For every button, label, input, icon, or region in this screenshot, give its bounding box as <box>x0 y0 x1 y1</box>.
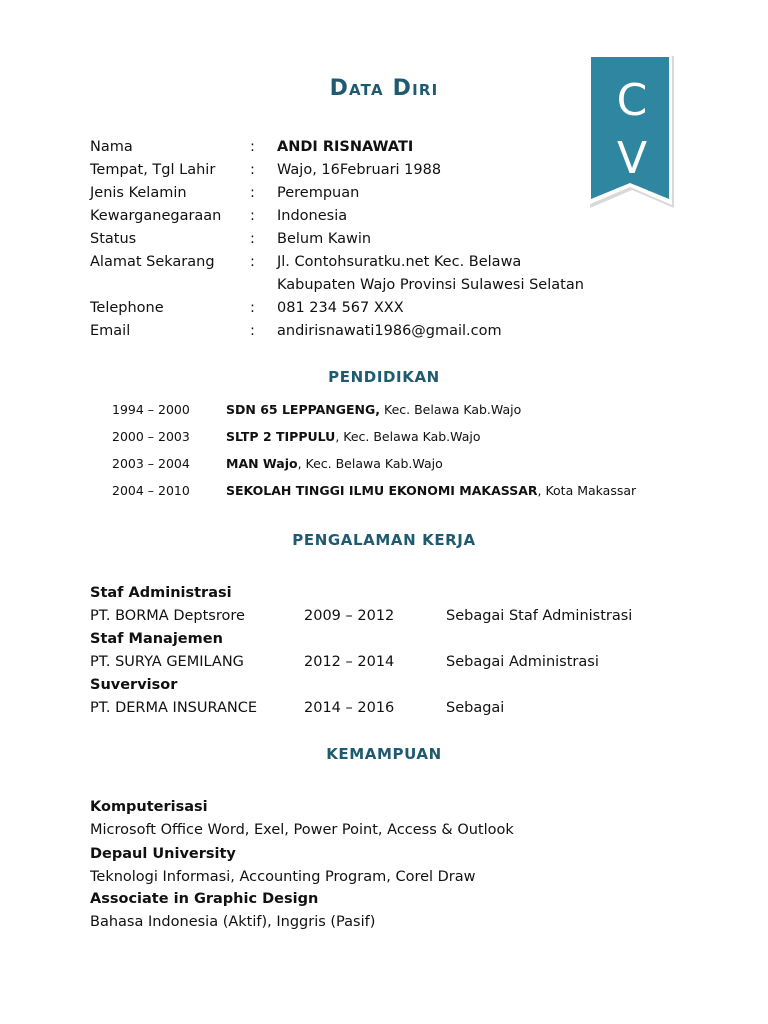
field-label: Telephone <box>90 300 164 316</box>
school-name: SEKOLAH TINGGI ILMU EKONOMI MAKASSAR <box>226 483 538 498</box>
field-separator: : <box>250 162 255 178</box>
field-value: Wajo, 16Februari 1988 <box>277 162 442 178</box>
field-value: Indonesia <box>277 208 348 224</box>
job-years: 2012 – 2014 <box>304 654 395 670</box>
field-value: 081 234 567 XXX <box>277 300 404 316</box>
skills-heading: KEMAMPUAN <box>326 745 442 763</box>
job-role: Sebagai <box>446 700 505 716</box>
job-role: Sebagai Staf Administrasi <box>446 608 633 624</box>
field-separator: : <box>250 323 255 339</box>
skill-title: Komputerisasi <box>90 799 208 815</box>
skill-title: Associate in Graphic Design <box>90 891 319 907</box>
field-value: Perempuan <box>277 185 360 201</box>
education-heading: PENDIDIKAN <box>328 368 440 386</box>
job-years: 2014 – 2016 <box>304 700 395 716</box>
field-separator: : <box>250 231 255 247</box>
field-separator: : <box>250 208 255 224</box>
field-value-continued: Kabupaten Wajo Provinsi Sulawesi Selatan <box>277 277 584 293</box>
education-school-line <box>226 455 443 473</box>
skill-title: Depaul University <box>90 846 236 862</box>
education-school-line <box>226 428 481 446</box>
field-value: ANDI RISNAWATI <box>277 139 414 155</box>
job-years: 2009 – 2012 <box>304 608 395 624</box>
field-label: Email <box>90 323 131 339</box>
education-school-line <box>226 401 521 419</box>
education-years: 1994 – 2000 <box>112 402 190 417</box>
job-position: Staf Administrasi <box>90 585 232 601</box>
field-label: Nama <box>90 139 133 155</box>
job-company: PT. DERMA INSURANCE <box>90 700 258 716</box>
field-label: Alamat Sekarang <box>90 254 215 270</box>
badge-letter-c: C <box>616 75 648 126</box>
education-years: 2000 – 2003 <box>112 429 190 444</box>
job-position: Suvervisor <box>90 677 178 693</box>
field-label: Kewarganegaraan <box>90 208 222 224</box>
cv-ribbon-badge <box>587 53 677 213</box>
field-label: Tempat, Tgl Lahir <box>90 162 216 178</box>
school-name: SDN 65 LEPPANGENG, <box>226 402 381 417</box>
job-company: PT. BORMA Deptsrore <box>90 608 245 624</box>
school-location: , Kec. Belawa Kab.Wajo <box>297 456 443 471</box>
job-company: PT. SURYA GEMILANG <box>90 654 244 670</box>
school-name: MAN Wajo <box>226 456 298 471</box>
field-label: Status <box>90 231 137 247</box>
field-separator: : <box>250 139 255 155</box>
page-title: Data Diri <box>329 76 439 101</box>
field-value: Jl. Contohsuratku.net Kec. Belawa <box>277 254 522 270</box>
school-location: , Kota Makassar <box>537 483 637 498</box>
field-separator: : <box>250 185 255 201</box>
field-label: Jenis Kelamin <box>90 185 187 201</box>
field-value: Belum Kawin <box>277 231 372 247</box>
field-separator: : <box>250 300 255 316</box>
experience-heading: PENGALAMAN KERJA <box>292 531 476 549</box>
email-value: andirisnawati1986@gmail.com <box>277 323 502 339</box>
skill-description: Teknologi Informasi, Accounting Program, Corel Draw <box>90 869 476 885</box>
school-name: SLTP 2 TIPPULU <box>226 429 336 444</box>
field-separator: : <box>250 254 255 270</box>
skill-description: Bahasa Indonesia (Aktif), Inggris (Pasif) <box>90 914 376 930</box>
job-position: Staf Manajemen <box>90 631 223 647</box>
school-location: , Kec. Belawa Kab.Wajo <box>335 429 481 444</box>
badge-letter-v: V <box>616 133 648 184</box>
education-school-line <box>226 482 636 500</box>
job-role: Sebagai Administrasi <box>446 654 599 670</box>
school-location: Kec. Belawa Kab.Wajo <box>380 402 522 417</box>
education-years: 2004 – 2010 <box>112 483 190 498</box>
skill-description: Microsoft Office Word, Exel, Power Point, Access & Outlook <box>90 822 514 838</box>
education-years: 2003 – 2004 <box>112 456 190 471</box>
